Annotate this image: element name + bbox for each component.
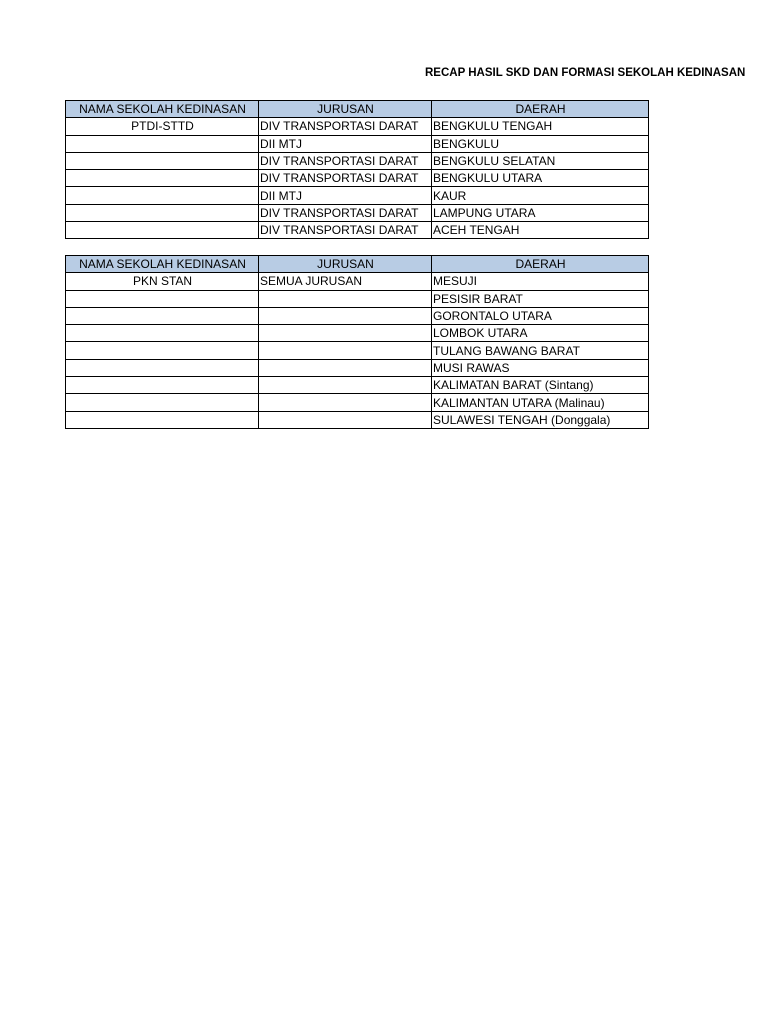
cell-daerah: PESISIR BARAT xyxy=(432,290,649,307)
header-jurusan: JURUSAN xyxy=(259,101,432,118)
table-row xyxy=(66,290,649,307)
cell-jurusan xyxy=(259,290,432,307)
table-row xyxy=(66,118,649,135)
page-title: RECAP HASIL SKD DAN FORMASI SEKOLAH KEDINASAN xyxy=(425,67,746,79)
cell-nama-sekolah xyxy=(66,170,259,187)
cell-daerah: KALIMATAN BARAT (Sintang) xyxy=(432,377,649,394)
table-row xyxy=(66,411,649,428)
cell-nama-sekolah xyxy=(66,377,259,394)
table-row xyxy=(66,394,649,411)
cell-jurusan: SEMUA JURUSAN xyxy=(259,273,432,290)
cell-nama-sekolah xyxy=(66,359,259,376)
cell-daerah: KALIMANTAN UTARA (Malinau) xyxy=(432,394,649,411)
table-row xyxy=(66,342,649,359)
cell-daerah: MUSI RAWAS xyxy=(432,359,649,376)
cell-nama-sekolah xyxy=(66,290,259,307)
table-row xyxy=(66,273,649,290)
cell-daerah: LOMBOK UTARA xyxy=(432,325,649,342)
cell-jurusan: DII MTJ xyxy=(259,187,432,204)
cell-jurusan: DIV TRANSPORTASI DARAT xyxy=(259,170,432,187)
cell-nama-sekolah xyxy=(66,307,259,324)
table-row xyxy=(66,377,649,394)
cell-jurusan xyxy=(259,307,432,324)
cell-nama-sekolah: PKN STAN xyxy=(66,273,259,290)
cell-jurusan xyxy=(259,359,432,376)
cell-daerah: LAMPUNG UTARA xyxy=(432,204,649,221)
header-nama-sekolah: NAMA SEKOLAH KEDINASAN xyxy=(66,256,259,273)
table-row xyxy=(66,325,649,342)
cell-nama-sekolah xyxy=(66,135,259,152)
cell-daerah: SULAWESI TENGAH (Donggala) xyxy=(432,411,649,428)
cell-nama-sekolah xyxy=(66,394,259,411)
cell-jurusan: DII MTJ xyxy=(259,135,432,152)
header-daerah: DAERAH xyxy=(432,101,649,118)
cell-jurusan: DIV TRANSPORTASI DARAT xyxy=(259,152,432,169)
table-row xyxy=(66,307,649,324)
cell-daerah: GORONTALO UTARA xyxy=(432,307,649,324)
cell-jurusan xyxy=(259,342,432,359)
table-row xyxy=(66,152,649,169)
cell-jurusan: DIV TRANSPORTASI DARAT xyxy=(259,222,432,239)
table-row xyxy=(66,359,649,376)
header-row xyxy=(66,256,649,273)
table-row xyxy=(66,187,649,204)
cell-nama-sekolah xyxy=(66,187,259,204)
table-row xyxy=(66,204,649,221)
cell-jurusan: DIV TRANSPORTASI DARAT xyxy=(259,118,432,135)
cell-daerah: BENGKULU TENGAH xyxy=(432,118,649,135)
cell-daerah: TULANG BAWANG BARAT xyxy=(432,342,649,359)
recap-table-1 xyxy=(65,100,649,239)
cell-nama-sekolah: PTDI-STTD xyxy=(66,118,259,135)
cell-jurusan xyxy=(259,411,432,428)
cell-nama-sekolah xyxy=(66,222,259,239)
cell-jurusan xyxy=(259,394,432,411)
cell-daerah: KAUR xyxy=(432,187,649,204)
cell-daerah: BENGKULU xyxy=(432,135,649,152)
cell-jurusan xyxy=(259,377,432,394)
recap-table-2 xyxy=(65,255,649,429)
table-row xyxy=(66,135,649,152)
header-row xyxy=(66,101,649,118)
table-row xyxy=(66,170,649,187)
cell-jurusan: DIV TRANSPORTASI DARAT xyxy=(259,204,432,221)
cell-daerah: ACEH TENGAH xyxy=(432,222,649,239)
cell-jurusan xyxy=(259,325,432,342)
header-jurusan: JURUSAN xyxy=(259,256,432,273)
table-row xyxy=(66,222,649,239)
cell-nama-sekolah xyxy=(66,152,259,169)
cell-nama-sekolah xyxy=(66,204,259,221)
cell-daerah: BENGKULU UTARA xyxy=(432,170,649,187)
header-nama-sekolah: NAMA SEKOLAH KEDINASAN xyxy=(66,101,259,118)
cell-daerah: BENGKULU SELATAN xyxy=(432,152,649,169)
cell-nama-sekolah xyxy=(66,411,259,428)
cell-daerah: MESUJI xyxy=(432,273,649,290)
cell-nama-sekolah xyxy=(66,325,259,342)
header-daerah: DAERAH xyxy=(432,256,649,273)
cell-nama-sekolah xyxy=(66,342,259,359)
